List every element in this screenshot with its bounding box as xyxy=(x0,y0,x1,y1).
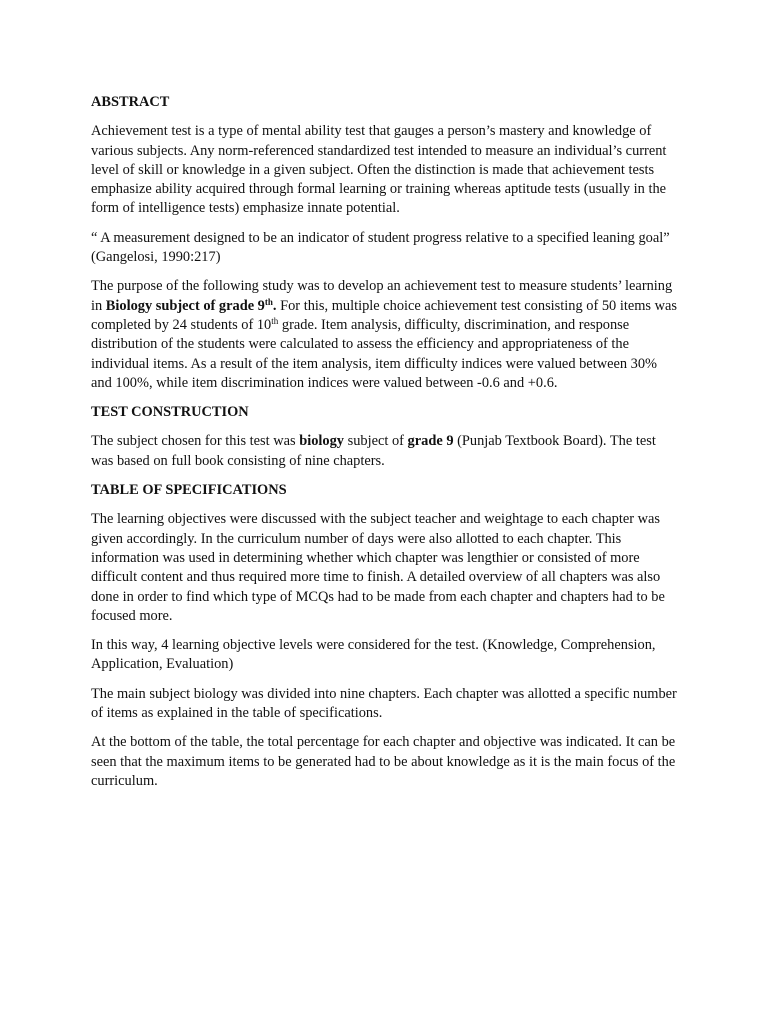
test-construction-paragraph xyxy=(91,432,681,471)
purpose-bold-sup: th xyxy=(264,296,273,307)
tos-paragraph-4: At the bottom of the table, the total percentage for each chapter and objective was indicated. It can be seen that the maximum items to be generated had to be about knowledge as it is the main focus of the curriculum. xyxy=(91,734,676,789)
abstract-paragraph-1: Achievement test is a type of mental ability test that gauges a person’s mastery and knowledge of various subjects. Any norm-referenced standardized test intended to measure an individual’s current level of skill or knowledge in a given subject. Often the distinction is made that achievement tests emphasize ability acquired through formal learning or training whereas aptitude tests (usually in the form of intelligence tests) emphasize innate potential. xyxy=(91,123,667,217)
abstract-quote: “ A measurement designed to be an indicator of student progress relative to a specified leaning goal” (Gangelosi, 1990:217) xyxy=(91,229,670,266)
purpose-text-3: grade. Item analysis, difficulty, discrimination, and response distribution of the students were calculated to assess the efficiency and appropriateness of the individual items. As a result of the item analysis, item difficulty indices were valued between 30% and 100%, while item discrimination indices were valued between -0.6 and +0.6. xyxy=(91,316,658,391)
purpose-bold-text: Biology subject of grade 9 xyxy=(105,297,265,314)
table-of-specifications-heading: TABLE OF SPECIFICATIONS xyxy=(91,482,287,499)
tc-text-2: subject of xyxy=(344,433,408,450)
abstract-paragraph-purpose xyxy=(91,277,681,393)
purpose-text-2: For this, multiple choice achievement test consisting of 50 items was completed by 24 students of 10 xyxy=(91,297,677,333)
purpose-bold-grade xyxy=(106,298,277,314)
tc-text-1: The subject chosen for this test was xyxy=(91,433,300,450)
test-construction-heading: TEST CONSTRUCTION xyxy=(91,404,249,421)
tos-paragraph-2: In this way, 4 learning objective levels were considered for the test. (Knowledge, Comprehension, Application, Evaluation) xyxy=(91,637,656,673)
document-page xyxy=(91,93,681,801)
purpose-text-1: The purpose of the following study was to develop an achievement test to measure students’ learning in xyxy=(91,278,673,314)
abstract-heading: ABSTRACT xyxy=(91,94,170,110)
tos-paragraph-1: The learning objectives were discussed with the subject teacher and weightage to each chapter was given accordingly. In the curriculum number of days were also allotted to each chapter. This information was used in determining whether which chapter was lengthier or consisted of more difficult content and thus required more time to finish. A detailed overview of all chapters was also done in order to find which type of MCQs had to be made from each chapter and chapters had to be focused more. xyxy=(91,511,665,624)
tc-bold-grade: grade 9 xyxy=(407,433,454,450)
tos-paragraph-3: The main subject biology was divided into nine chapters. Each chapter was allotted a specific number of items as explained in the table of specifications. xyxy=(91,685,677,722)
purpose-bold-period: . xyxy=(272,297,277,314)
tc-bold-biology: biology xyxy=(299,433,344,450)
purpose-text-sup: th xyxy=(271,315,279,326)
tc-text-3: (Punjab Textbook Board). The test was based on full book consisting of nine chapters. xyxy=(91,433,656,469)
